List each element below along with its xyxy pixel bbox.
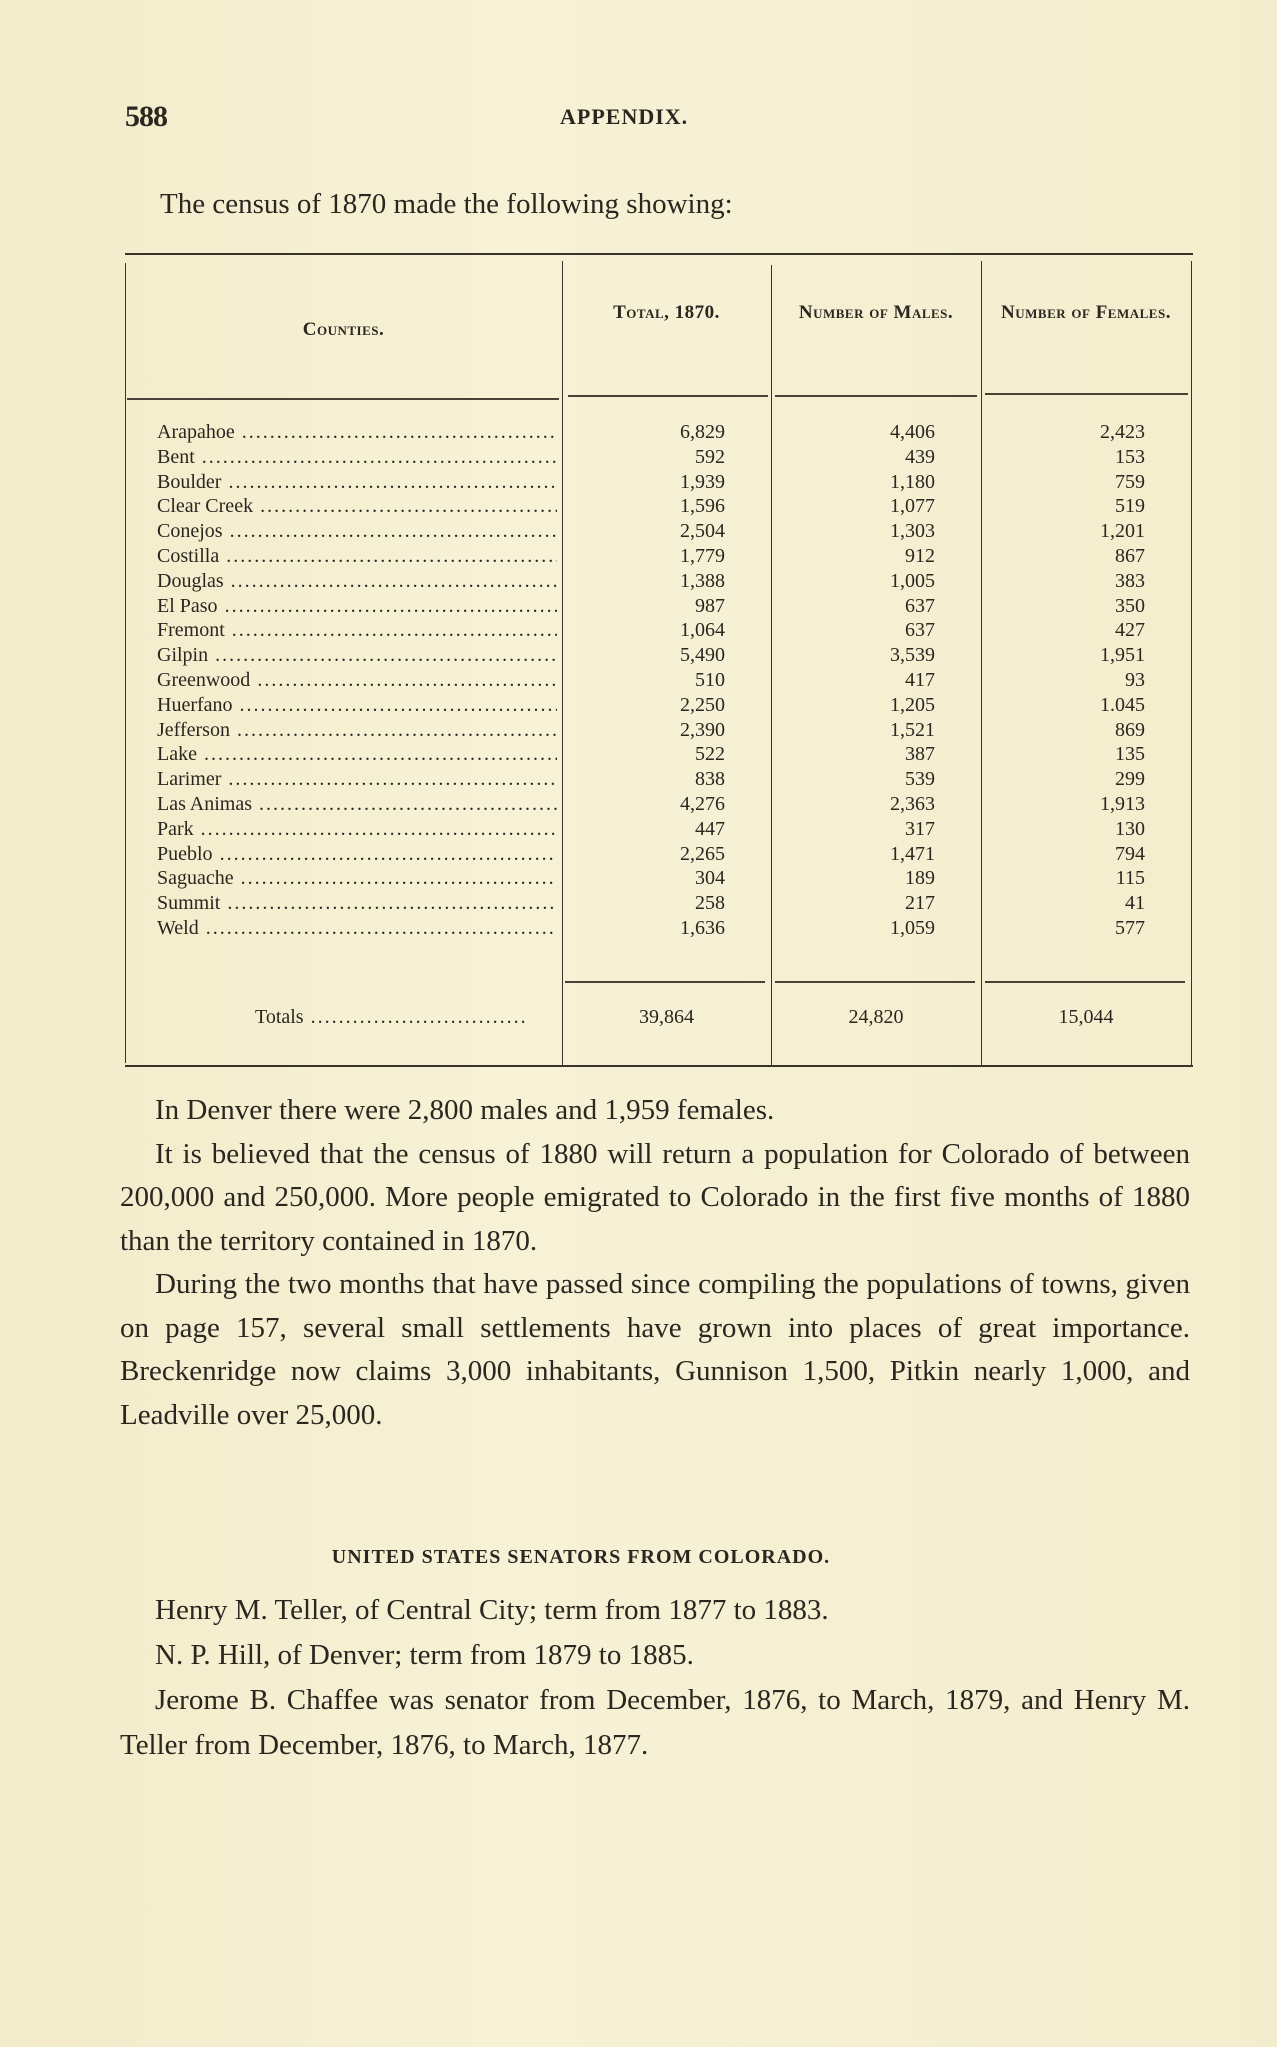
males-cell: 1,059 — [890, 917, 935, 939]
females-cell: 577 — [1115, 917, 1145, 939]
females-cell: 130 — [1115, 817, 1145, 840]
males-cell: 637 — [905, 619, 935, 642]
females-cell: 135 — [1115, 743, 1145, 766]
total-cell: 1,779 — [680, 545, 725, 567]
senator-entry: Jerome B. Chaffee was senator from December, 1876, to March, 1879, and Henry M. Teller from December, 1876, to March, 1877. — [120, 1684, 1190, 1761]
table-row — [125, 916, 1193, 940]
header-rule — [775, 395, 977, 397]
header-females — [981, 303, 1191, 323]
senator-entry: N. P. Hill, of Denver; term from 1879 to 1885. — [155, 1639, 694, 1671]
total-cell: 838 — [695, 768, 725, 791]
header-rule — [985, 393, 1188, 395]
county-name: Boulder ..... — [157, 470, 557, 494]
header-total — [562, 303, 771, 323]
table-row — [125, 569, 1193, 593]
males-cell: 637 — [905, 594, 935, 617]
senator-entry: Henry M. Teller, of Central City; term from 1877 to 1883. — [155, 1594, 829, 1626]
females-cell: 869 — [1115, 718, 1145, 741]
county-name: Costilla ..... — [157, 544, 557, 568]
males-cell: 912 — [905, 545, 935, 567]
header-rule — [568, 395, 768, 397]
males-cell: 1,180 — [890, 470, 935, 493]
table-row — [125, 445, 1193, 469]
total-cell: 2,265 — [680, 842, 725, 865]
county-name: Bent ..... — [157, 445, 557, 469]
females-cell: 115 — [1115, 867, 1145, 890]
total-cell: 987 — [695, 594, 725, 617]
totals-males: 24,820 — [848, 1006, 904, 1028]
county-name: Weld ..... — [157, 916, 557, 940]
table-row — [125, 618, 1193, 642]
county-name: Lake ..... — [157, 742, 557, 766]
table-row — [125, 817, 1193, 841]
males-cell: 387 — [905, 743, 935, 766]
table-row — [125, 742, 1193, 766]
totals-total: 39,864 — [639, 1006, 694, 1028]
total-cell: 1,388 — [680, 569, 725, 592]
county-name: Park ..... — [157, 817, 557, 841]
running-title: APPENDIX. — [560, 104, 689, 129]
total-cell: 2,504 — [680, 520, 725, 543]
body-text — [120, 1089, 1190, 1437]
males-cell: 539 — [905, 768, 935, 791]
header-counties: Counties. — [302, 319, 385, 340]
page-number: 588 — [125, 100, 167, 133]
table-row — [125, 643, 1193, 667]
females-cell: 519 — [1115, 495, 1145, 518]
section-heading: UNITED STATES SENATORS FROM COLORADO. — [331, 1546, 831, 1568]
totals-label: Totals ..... — [255, 1006, 555, 1029]
totals-rule — [565, 981, 765, 983]
table-row — [125, 693, 1193, 717]
total-cell: 1,939 — [680, 470, 725, 493]
county-name: El Paso ..... — [157, 594, 557, 618]
county-name: Pueblo ..... — [157, 842, 557, 866]
totals-rule — [775, 981, 975, 983]
table-row — [125, 767, 1193, 791]
table-row — [125, 668, 1193, 692]
county-name: Clear Creek ..... — [157, 494, 557, 518]
county-name: Arapahoe ..... — [157, 420, 557, 444]
females-cell: 93 — [1125, 669, 1145, 691]
table-top-rule — [125, 253, 1193, 255]
females-cell: 350 — [1115, 594, 1145, 617]
county-name: Saguache ..... — [157, 866, 557, 890]
males-cell: 1,005 — [890, 569, 935, 592]
table-row — [125, 544, 1193, 568]
running-head — [125, 100, 1185, 140]
table-row — [125, 420, 1193, 444]
total-cell: 2,390 — [680, 718, 725, 741]
total-cell: 1,064 — [680, 619, 725, 642]
table-row — [125, 494, 1193, 518]
senators-list — [120, 1588, 1190, 1768]
table-row — [125, 842, 1193, 866]
total-cell: 258 — [695, 892, 725, 915]
males-cell: 1,471 — [890, 842, 935, 865]
females-cell: 1.045 — [1100, 693, 1145, 716]
totals-females: 15,044 — [1058, 1006, 1114, 1028]
intro-sentence: The census of 1870 made the following showing: — [160, 188, 733, 220]
county-name: Las Animas ..... — [157, 792, 557, 816]
table-row — [125, 718, 1193, 742]
females-cell: 153 — [1115, 445, 1145, 468]
females-cell: 41 — [1125, 892, 1145, 915]
total-cell: 447 — [695, 817, 725, 840]
males-cell: 4,406 — [890, 421, 935, 443]
males-cell: 1,077 — [890, 495, 935, 518]
totals-rule — [985, 981, 1185, 983]
males-cell: 217 — [905, 892, 935, 915]
paragraph-denver: In Denver there were 2,800 males and 1,959 females. — [155, 1094, 775, 1126]
females-cell: 1,913 — [1100, 793, 1145, 815]
total-cell: 1,636 — [680, 917, 725, 939]
header-rule — [127, 398, 559, 400]
table-row — [125, 866, 1193, 890]
males-cell: 1,303 — [890, 520, 935, 543]
paragraph-settlements: During the two months that have passed since compiling the populations of towns, given on page 157, several small settlements have grown into places of great importance. Breckenridge now claims 3,000 inhabitants, Gunnison 1,500, Pitkin nearly 1,000, and Leadville over 25,000. — [120, 1268, 1190, 1431]
county-name: Gilpin ..... — [157, 643, 557, 667]
total-cell: 2,250 — [680, 693, 725, 716]
table-row — [125, 594, 1193, 618]
males-cell: 3,539 — [890, 644, 935, 667]
header-females-label: Number of Females. — [1001, 302, 1171, 323]
total-cell: 5,490 — [680, 644, 725, 667]
table-row — [125, 470, 1193, 494]
females-cell: 867 — [1115, 545, 1145, 567]
total-cell: 510 — [695, 669, 725, 691]
county-name: Greenwood ..... — [157, 668, 557, 692]
table-row — [125, 519, 1193, 543]
county-name: Larimer ..... — [157, 767, 557, 791]
females-cell: 1,201 — [1100, 520, 1145, 543]
males-cell: 439 — [905, 445, 935, 468]
females-cell: 2,423 — [1100, 421, 1145, 443]
females-cell: 794 — [1115, 842, 1145, 865]
females-cell: 383 — [1115, 569, 1145, 592]
males-cell: 1,205 — [890, 693, 935, 716]
table-row — [125, 792, 1193, 816]
females-cell: 759 — [1115, 470, 1145, 493]
females-cell: 299 — [1115, 768, 1145, 791]
total-cell: 6,829 — [680, 421, 725, 443]
census-table — [125, 253, 1193, 1057]
males-cell: 2,363 — [890, 793, 935, 815]
county-name: Douglas ..... — [157, 569, 557, 593]
total-cell: 1,596 — [680, 495, 725, 518]
males-cell: 317 — [905, 817, 935, 840]
males-cell: 417 — [905, 669, 935, 691]
total-cell: 522 — [695, 743, 725, 766]
header-total-label: Total, 1870. — [613, 302, 720, 323]
total-cell: 4,276 — [680, 793, 725, 815]
county-name: Conejos ..... — [157, 519, 557, 543]
header-males-label: Number of Males. — [798, 302, 954, 323]
county-name: Summit ..... — [157, 891, 557, 915]
county-name: Fremont ..... — [157, 618, 557, 642]
table-bottom-rule — [125, 1065, 1193, 1067]
table-row — [125, 891, 1193, 915]
males-cell: 189 — [905, 867, 935, 890]
county-name: Huerfano ..... — [157, 693, 557, 717]
total-cell: 592 — [695, 445, 725, 468]
paragraph-1880-census: It is believed that the census of 1880 will return a population for Colorado of between 200,000 and 250,000. More people emigrated to Colorado in the first five months of 1880 than the territory contained in 1870. — [120, 1137, 1190, 1257]
females-cell: 427 — [1115, 619, 1145, 642]
total-cell: 304 — [695, 867, 725, 890]
header-males — [771, 303, 981, 323]
females-cell: 1,951 — [1100, 644, 1145, 667]
county-name: Jefferson ..... — [157, 718, 557, 742]
males-cell: 1,521 — [890, 718, 935, 741]
